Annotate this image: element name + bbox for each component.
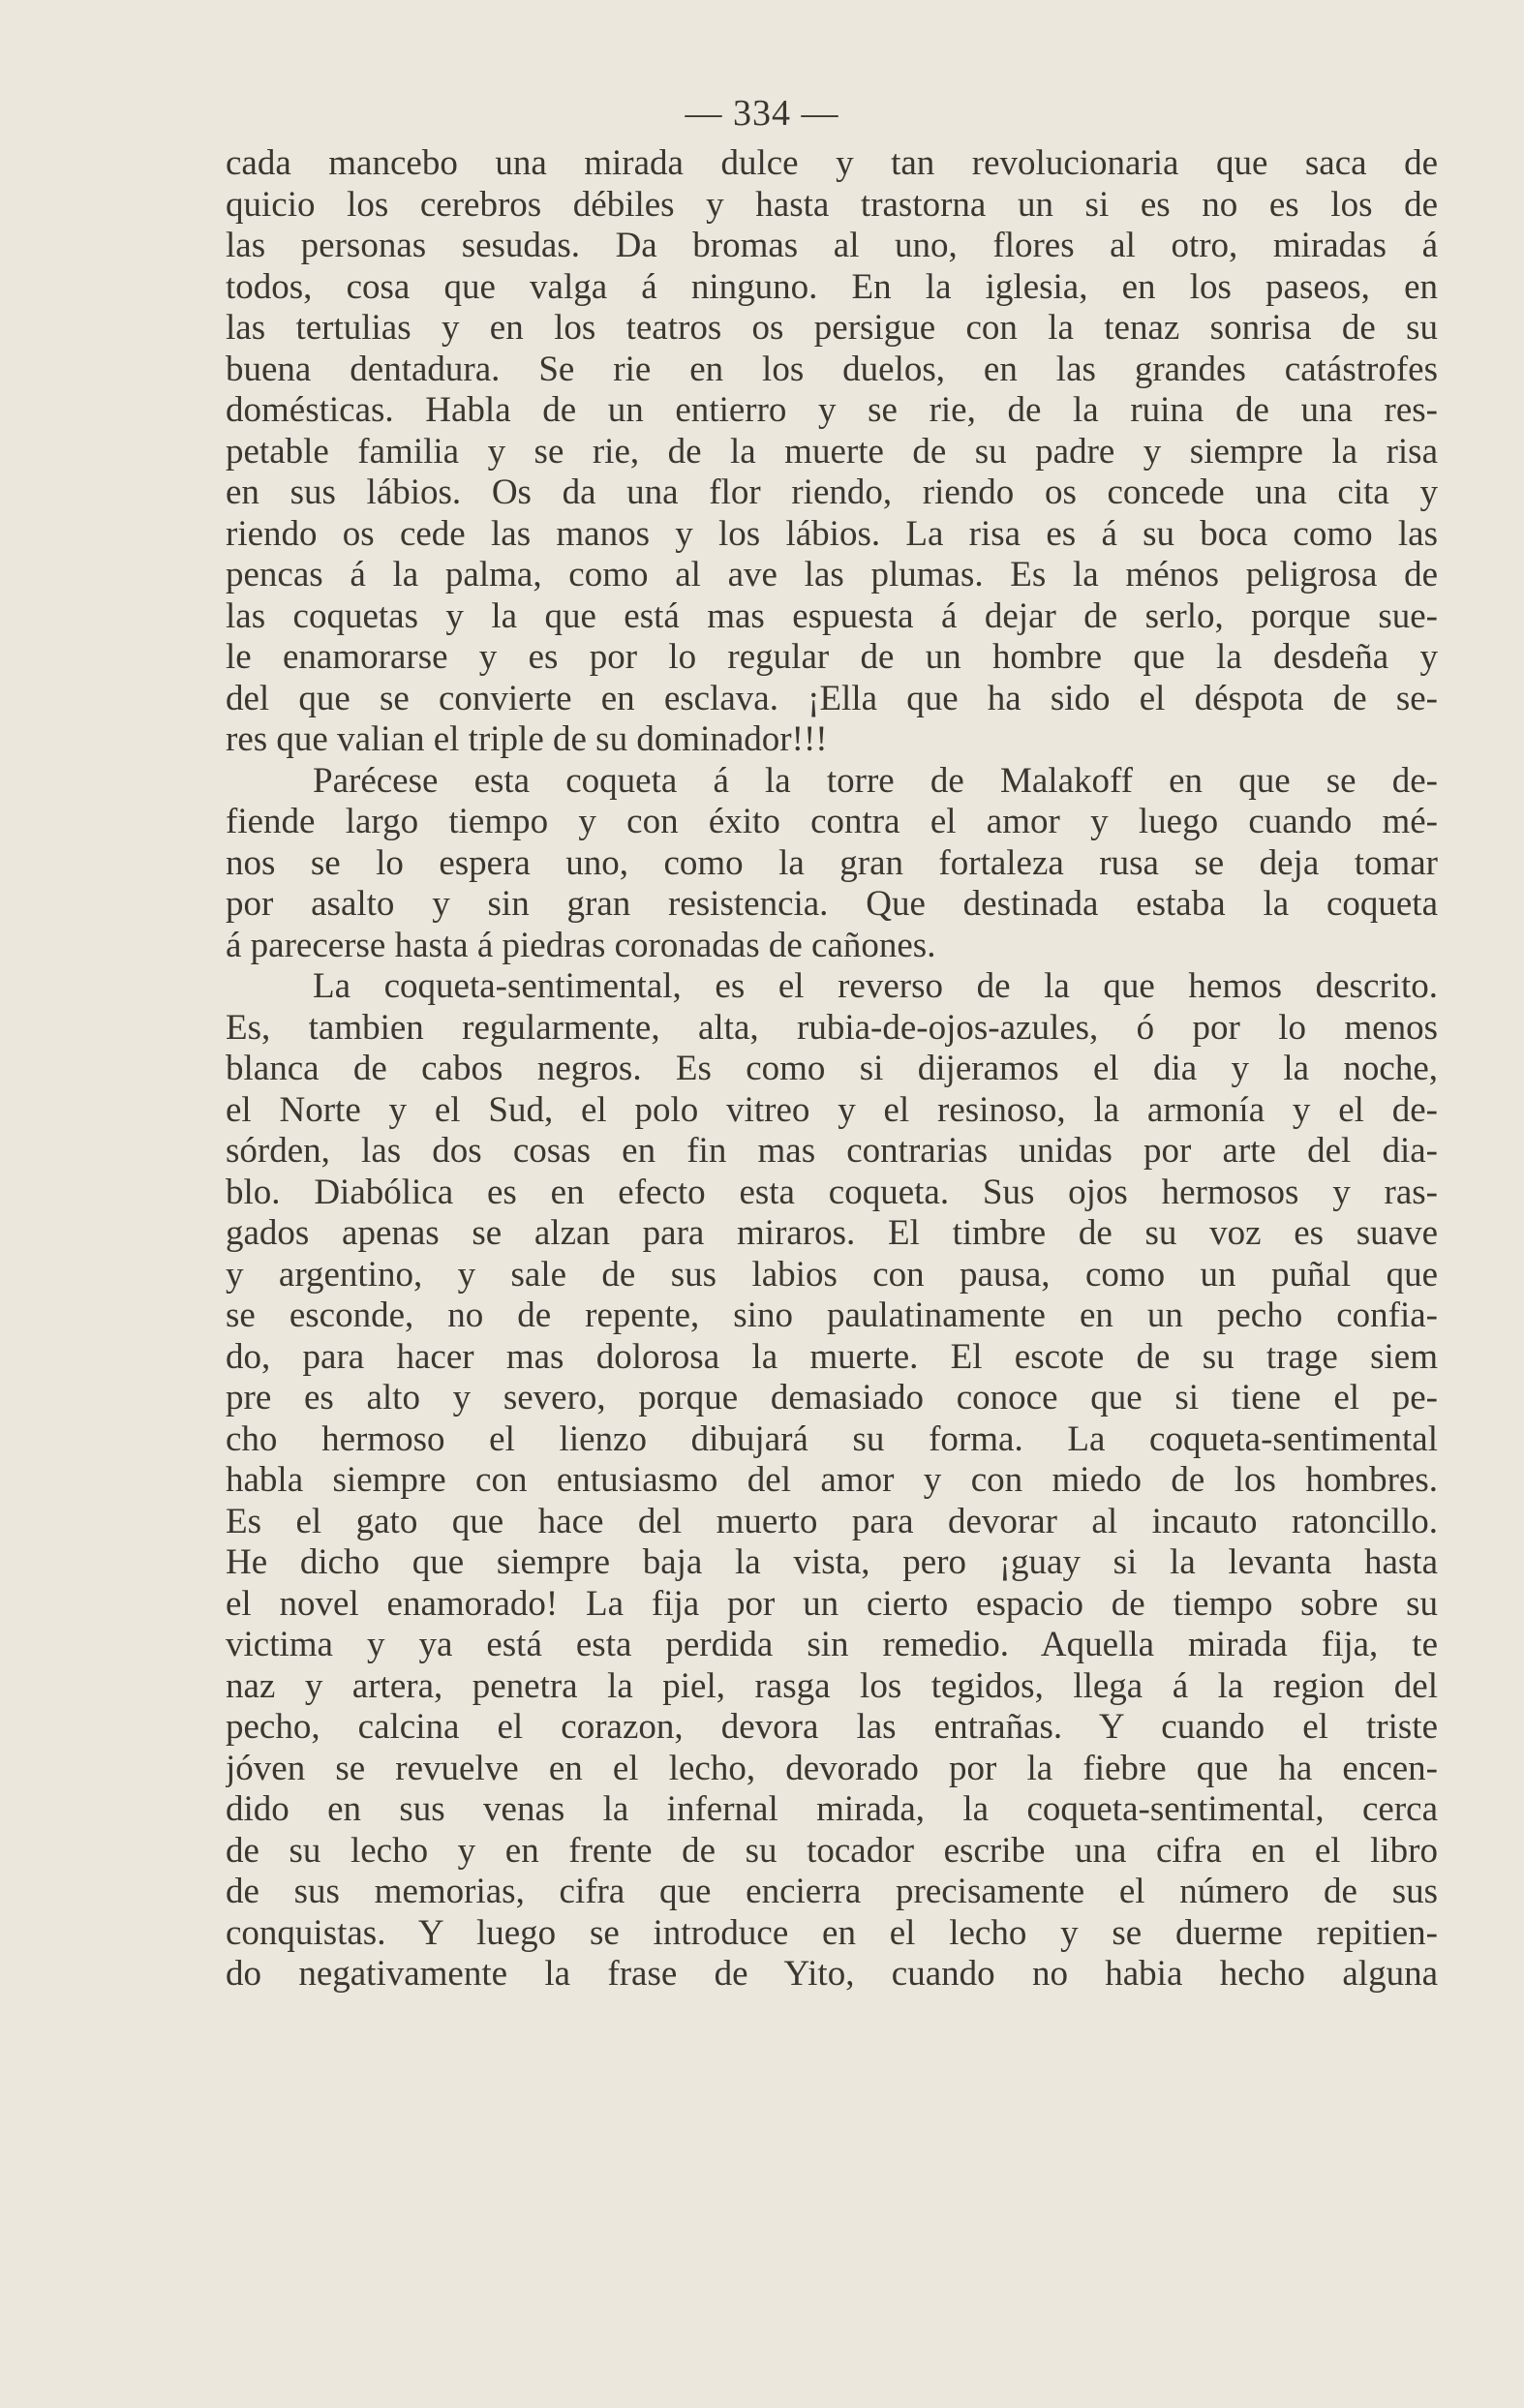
text-line: res que valian el triple de su dominador!!!	[226, 719, 828, 759]
text-line: de su lecho y en frente de su tocador escribe una cifra en el libro	[226, 1830, 1438, 1871]
text-line: pencas á la palma, como al ave las plumas. Es la ménos peligrosa de	[226, 555, 1438, 594]
text-line: las tertulias y en los teatros os persigue con la tenaz sonrisa de su	[226, 308, 1438, 348]
text-line: y argentino, y sale de sus labios con pausa, como un puñal que	[226, 1254, 1438, 1295]
text-line: buena dentadura. Se rie en los duelos, en las grandes catástrofes	[226, 349, 1438, 389]
text-line: He dicho que siempre baja la vista, pero ¡guay si la levanta hasta	[226, 1542, 1438, 1582]
text-line: de sus memorias, cifra que encierra precisamente el número de sus	[226, 1872, 1438, 1911]
text-line: nos se lo espera uno, como la gran fortaleza rusa se deja tomar	[226, 842, 1438, 883]
text-line: gados apenas se alzan para miraros. El timbre de su voz es suave	[226, 1213, 1438, 1253]
text-line: en sus lábios. Os da una flor riendo, riendo os concede una cita y	[226, 472, 1438, 512]
text-line: del que se convierte en esclava. ¡Ella que ha sido el déspota de se-	[226, 678, 1438, 718]
text-line: por asalto y sin gran resistencia. Que destinada estaba la coqueta	[226, 884, 1438, 924]
text-line: La coqueta-sentimental, es el reverso de la que hemos descrito.	[313, 966, 1438, 1006]
text-line: pre es alto y severo, porque demasiado conoce que si tiene el pe-	[226, 1378, 1438, 1417]
text-line: do negativamente la frase de Yito, cuando no habia hecho alguna	[226, 1954, 1438, 1994]
text-line: naz y artera, penetra la piel, rasga los tegidos, llega á la region del	[226, 1665, 1438, 1706]
page-number: — 334 —	[685, 93, 839, 134]
text-line: todos, cosa que valga á ninguno. En la iglesia, en los paseos, en	[226, 266, 1438, 307]
body-text	[226, 143, 1438, 1996]
text-line: el novel enamorado! La fija por un cierto espacio de tiempo sobre su	[226, 1583, 1438, 1624]
text-line: dido en sus venas la infernal mirada, la coqueta-sentimental, cerca	[226, 1789, 1438, 1829]
text-line: conquistas. Y luego se introduce en el lecho y se duerme repitien-	[226, 1912, 1438, 1953]
text-line: Es, tambien regularmente, alta, rubia-de-ojos-azules, ó por lo menos	[226, 1007, 1438, 1048]
text-line: el Norte y el Sud, el polo vitreo y el resinoso, la armonía y el de-	[226, 1089, 1438, 1130]
text-line: sórden, las dos cosas en fin mas contrarias unidas por arte del dia-	[226, 1131, 1438, 1171]
text-line: las coquetas y la que está mas espuesta á dejar de serlo, porque sue-	[226, 595, 1438, 636]
text-line: le enamorarse y es por lo regular de un hombre que la desdeña y	[226, 637, 1438, 677]
text-line: petable familia y se rie, de la muerte de su padre y siempre la risa	[226, 431, 1438, 472]
text-line: blanca de cabos negros. Es como si dijeramos el dia y la noche,	[226, 1049, 1438, 1088]
text-line: do, para hacer mas dolorosa la muerte. El escote de su trage siem	[226, 1336, 1438, 1377]
text-line: blo. Diabólica es en efecto esta coqueta. Sus ojos hermosos y ras-	[226, 1172, 1438, 1212]
text-line: riendo os cede las manos y los lábios. La risa es á su boca como las	[226, 513, 1438, 554]
text-line: quicio los cerebros débiles y hasta trastorna un si es no es los de	[226, 184, 1438, 225]
text-line: cada mancebo una mirada dulce y tan revolucionaria que saca de	[226, 143, 1438, 183]
text-line: Parécese esta coqueta á la torre de Malakoff en que se de-	[313, 760, 1438, 801]
text-line: se esconde, no de repente, sino paulatinamente en un pecho confia-	[226, 1295, 1438, 1335]
text-line: cho hermoso el lienzo dibujará su forma. La coqueta-sentimental	[226, 1418, 1438, 1459]
text-line: Es el gato que hace del muerto para devorar al incauto ratoncillo.	[226, 1501, 1438, 1541]
text-line: fiende largo tiempo y con éxito contra el amor y luego cuando mé-	[226, 802, 1438, 841]
text-line: habla siempre con entusiasmo del amor y con miedo de los hombres.	[226, 1460, 1438, 1500]
text-line: á parecerse hasta á piedras coronadas de cañones.	[226, 925, 936, 965]
text-line: pecho, calcina el corazon, devora las entrañas. Y cuando el triste	[226, 1707, 1438, 1747]
text-line: jóven se revuelve en el lecho, devorado por la fiebre que ha encen-	[226, 1748, 1438, 1788]
text-line: domésticas. Habla de un entierro y se rie, de la ruina de una res-	[226, 390, 1438, 430]
text-line: victima y ya está esta perdida sin remedio. Aquella mirada fija, te	[226, 1625, 1438, 1664]
text-line: las personas sesudas. Da bromas al uno, flores al otro, miradas á	[226, 226, 1438, 265]
